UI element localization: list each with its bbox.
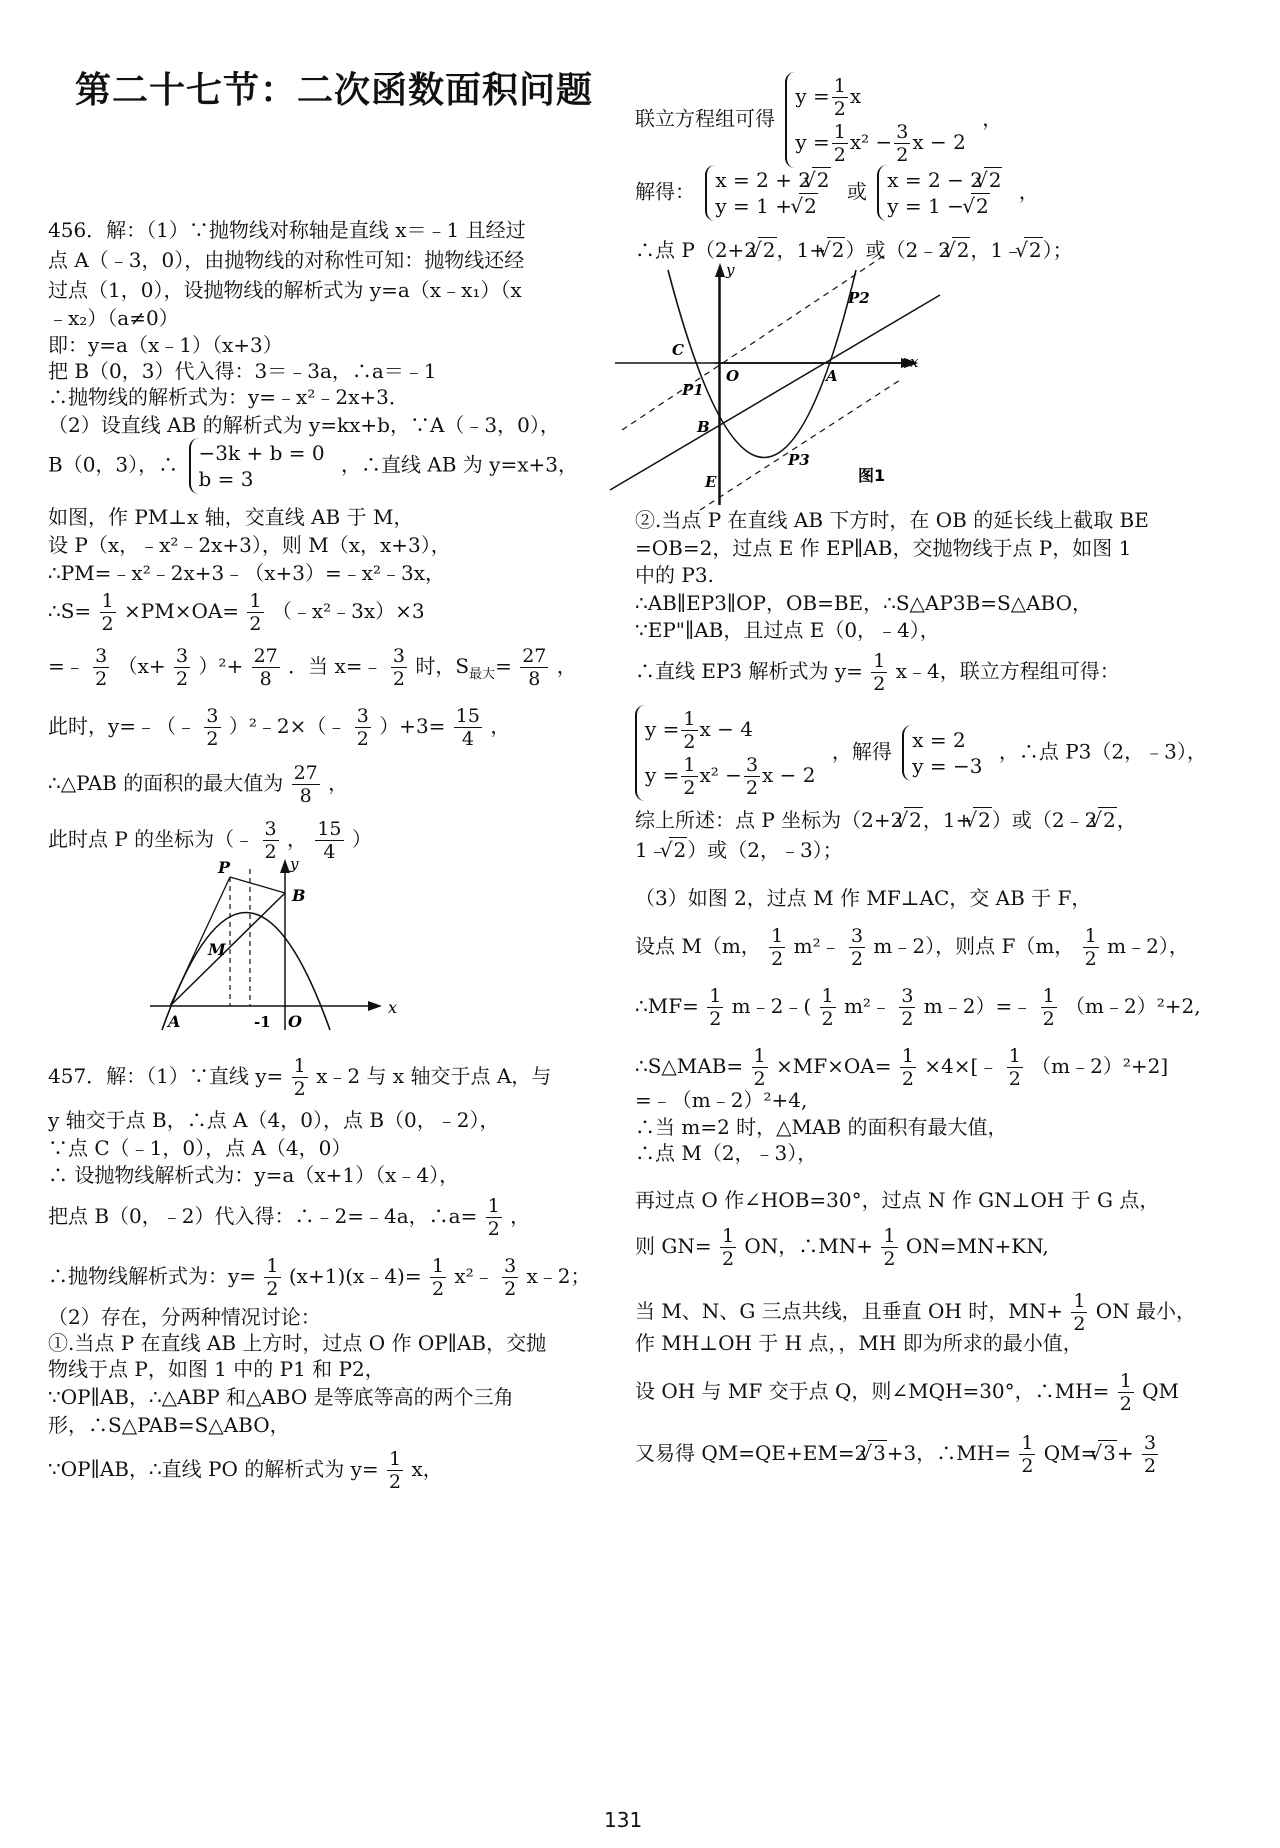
fraction: $\frac{27}{8}$ bbox=[522, 645, 547, 690]
text-line: ∴S= $\frac{1}{2}$ ×PM×OA= $\frac{1}{2}$ （﹣x²﹣3x）×3 bbox=[48, 590, 425, 635]
fraction: $\frac{27}{8}$ bbox=[253, 645, 278, 690]
fraction: $\frac{1}{2}$ bbox=[249, 590, 262, 635]
text-line: （2）设直线 AB 的解析式为 y=kx+b，∵A（﹣3，0）， bbox=[48, 413, 560, 437]
text-line: 设点 M（m， $\frac{1}{2}$ m²﹣ $\frac{3}{2}$ m﹣2），则点 F（m， $\frac{1}{2}$ m﹣2）， bbox=[635, 925, 1189, 970]
equation-system: y = $\frac{1}{2}$ x y = $\frac{1}{2}$ x² − $\frac{3}{2}$ x − 2 bbox=[785, 72, 972, 168]
text-line: ∴S△MAB= $\frac{1}{2}$ ×MF×OA= $\frac{1}{2}$ ×4×[﹣ $\frac{1}{2}$ （m﹣2）²+2] bbox=[635, 1045, 1169, 1090]
line-ep3 bbox=[700, 380, 900, 510]
equation-system: x = 2 − 2√ 2 y = 1 − √ 2 bbox=[877, 165, 1008, 221]
fraction: $\frac{1}{2}$ bbox=[293, 1055, 306, 1100]
text-line: =OB=2，过点 E 作 EP∥AB，交抛物线于点 P，如图 1 bbox=[635, 536, 1132, 560]
text-line: 当 M、N、G 三点共线，且垂直 OH 时，MN+ $\frac{1}{2}$ ON 最小， bbox=[635, 1290, 1197, 1335]
text-line: 综上所述：点 P 坐标为（2+2√ 2，1+√ 2）或（2﹣2√ 2， bbox=[635, 805, 1137, 835]
text-line: 把点 B（0，﹣2）代入得：∴﹣2=﹣4a，∴a= $\frac{1}{2}$ ， bbox=[48, 1195, 531, 1240]
figure-456-parabola bbox=[150, 855, 410, 1045]
fraction: $\frac{15}{4}$ bbox=[455, 705, 480, 750]
label-y: y bbox=[290, 855, 299, 873]
figure-1-drawing bbox=[600, 255, 1160, 520]
fraction: $\frac{1}{2}$ bbox=[389, 1448, 402, 1493]
figure-caption: 图1 bbox=[858, 466, 886, 485]
text-line: ∴△PAB 的面积的最大值为 $\frac{27}{8}$ ， bbox=[48, 762, 349, 807]
text-line: 物线于点 P，如图 1 中的 P1 和 P2， bbox=[48, 1357, 385, 1381]
text-line: 即：y=a（x﹣1）（x+3） bbox=[48, 333, 283, 357]
label-a: A bbox=[168, 1012, 181, 1031]
label-x: x bbox=[910, 353, 919, 371]
text-line: B（0，3），∴ −3k + b = 0 b = 3 ，∴直线 AB 为 y=x+3， bbox=[48, 438, 578, 494]
text-line: 过点（1，0），设抛物线的解析式为 y=a（x﹣x₁）（x bbox=[48, 278, 522, 302]
label-c: C bbox=[672, 341, 684, 359]
text-line: =﹣（m﹣2）²+4, bbox=[635, 1088, 808, 1112]
text-line: 1﹣√ 2）或（2，﹣3）； bbox=[635, 835, 843, 865]
page-title: 第二十七节：二次函数面积问题 bbox=[75, 70, 594, 111]
text-line: 解得： x = 2 + 2√ 2 y = 1 + √ 2 或 x = 2 − 2√ 2 y = 1 − √ 2 ， bbox=[635, 165, 1039, 221]
text-line: ∴直线 EP3 解析式为 y= $\frac{1}{2}$ x﹣4，联立方程组可得： bbox=[635, 650, 1120, 695]
line-op bbox=[622, 255, 885, 430]
fraction: $\frac{3}{2}$ bbox=[206, 705, 219, 750]
text-line: ∴ 设抛物线解析式为：y=a（x+1）（x﹣4）， bbox=[48, 1163, 460, 1187]
text-line: 形，∴S△PAB=S△ABO， bbox=[48, 1413, 290, 1437]
text-line: （3）如图 2，过点 M 作 MF⊥AC，交 AB 于 F， bbox=[635, 886, 1092, 910]
label-y: y bbox=[726, 261, 735, 279]
page-number: 131 bbox=[604, 1808, 643, 1832]
text-line: 此时点 P 的坐标为（﹣ $\frac{3}{2}$ ， $\frac{15}{4}$ ） bbox=[48, 818, 372, 863]
fraction: $\frac{27}{8}$ bbox=[293, 762, 318, 807]
text-line: ∴AB∥EP3∥OP，OB=BE，∴S△AP3B=S△ABO， bbox=[635, 591, 1093, 615]
equation-system: y = $\frac{1}{2}$ x − 4 y = $\frac{1}{2}$ x² − $\frac{3}{2}$ x − 2 bbox=[635, 705, 822, 801]
y-axis-arrow bbox=[715, 263, 725, 277]
fraction: $\frac{1}{2}$ bbox=[431, 1255, 445, 1300]
text-line: 把 B（0，3）代入得：3＝﹣3a，∴a＝﹣1 bbox=[48, 359, 437, 383]
text-line: 点 A（﹣3，0），由抛物线的对称性可知：抛物线还经 bbox=[48, 248, 525, 272]
label-p2: P2 bbox=[848, 289, 870, 307]
x-axis-arrow bbox=[368, 1001, 382, 1011]
label-minus-one: -1 bbox=[254, 1013, 271, 1031]
text-line: 再过点 O 作∠HOB=30°，过点 N 作 GN⊥OH 于 G 点， bbox=[635, 1188, 1160, 1212]
text-line: ∵OP∥AB，∴△ABP 和△ABO 是等底等高的两个三角 bbox=[48, 1385, 514, 1409]
text-line: =﹣ $\frac{3}{2}$ （x+ $\frac{3}{2}$ ）²+ $\frac{27}{8}$ ．当 x=﹣ $\frac{3}{2}$ 时，$S_{最大}=$ $\frac{27}{8}$ ， bbox=[48, 645, 577, 690]
label-e: E bbox=[705, 473, 717, 491]
text-line: ∵OP∥AB，∴直线 PO 的解析式为 y= $\frac{1}{2}$ x， bbox=[48, 1448, 443, 1493]
text-line: ∴PM=﹣x²﹣2x+3﹣（x+3）=﹣x²﹣3x， bbox=[48, 561, 446, 585]
label-x: x bbox=[388, 998, 398, 1017]
y-axis-arrow bbox=[280, 859, 290, 873]
equation-system: x = 2 y = −3 bbox=[902, 725, 988, 781]
text-line: ∴抛物线解析式为：y= $\frac{1}{2}$ (x+1)(x﹣4)= $\frac{1}{2}$ x²﹣ $\frac{3}{2}$ x﹣2； bbox=[48, 1255, 591, 1300]
fraction: $\frac{3}{2}$ bbox=[175, 645, 189, 690]
line-ab bbox=[170, 893, 285, 1006]
text-line: ②.当点 P 在直线 AB 下方时，在 OB 的延长线上截取 BE bbox=[635, 508, 1149, 532]
text-line: 又易得 QM=QE+EM=2√ 3+3，∴MH= $\frac{1}{2}$ QM=√ 3+ $\frac{3}{2}$ bbox=[635, 1432, 1160, 1477]
text-line: y 轴交于点 B，∴点 A（4，0），点 B（0，﹣2）， bbox=[48, 1108, 500, 1132]
text-line: 作 MH⊥OH 于 H 点，，MH 即为所求的最小值， bbox=[635, 1331, 1083, 1355]
fraction: $\frac{1}{2}$ bbox=[266, 1255, 279, 1300]
label-m: M bbox=[208, 940, 226, 959]
label-p1: P1 bbox=[682, 381, 704, 399]
fraction: $\frac{3}{2}$ bbox=[504, 1255, 517, 1300]
fraction: $\frac{3}{2}$ bbox=[392, 645, 405, 690]
parabola bbox=[162, 913, 330, 1031]
text-line: ∴点 P（2+2√ 2，1+√ 2）或（2﹣2√ 2，1﹣√ 2）； bbox=[635, 235, 1073, 265]
fraction: $\frac{15}{4}$ bbox=[317, 818, 342, 863]
fraction: $\frac{1}{2}$ bbox=[873, 650, 886, 695]
text-line: y = $\frac{1}{2}$ x − 4 y = $\frac{1}{2}$ x² − $\frac{3}{2}$ x − 2 ，解得 x = 2 y = −3 ，∴点 P3（2，﹣3）， bbox=[635, 705, 1207, 801]
text-line: （2）存在，分两种情况讨论： bbox=[48, 1305, 321, 1329]
text-line: ∴当 m=2 时，△MAB 的面积有最大值， bbox=[635, 1115, 1008, 1139]
label-b: B bbox=[292, 886, 306, 905]
text-line: ∴MF= $\frac{1}{2}$ m﹣2﹣( $\frac{1}{2}$ m²﹣ $\frac{3}{2}$ m﹣2）=﹣ $\frac{1}{2}$ （m﹣2）²+2, bbox=[635, 985, 1201, 1030]
segment-pb bbox=[230, 877, 285, 893]
text-line: 设 P（x，﹣x²﹣2x+3），则 M（x，x+3）， bbox=[48, 533, 451, 557]
fraction: $\frac{3}{2}$ bbox=[95, 645, 108, 690]
label-a: A bbox=[826, 367, 838, 385]
text-line: ﹣x₂）（a≠0） bbox=[48, 306, 179, 330]
text-line: 457．解：（1）∵直线 y= $\frac{1}{2}$ x﹣2 与 x 轴交于点 A，与 bbox=[48, 1055, 552, 1100]
fraction: $\frac{3}{2}$ bbox=[264, 818, 277, 863]
text-line: 则 GN= $\frac{1}{2}$ ON，∴MN+ $\frac{1}{2}$ ON=MN+KN, bbox=[635, 1225, 1049, 1270]
equation-system: x = 2 + 2√ 2 y = 1 + √ 2 bbox=[705, 165, 836, 221]
fraction: $\frac{3}{2}$ bbox=[356, 705, 369, 750]
text-line: ∵EP"∥AB，且过点 E（0，﹣4）， bbox=[635, 618, 940, 642]
text-line: ∵点 C（﹣1，0），点 A（4，0） bbox=[48, 1136, 352, 1160]
fraction: $\frac{1}{2}$ bbox=[487, 1195, 500, 1240]
text-line: ∴抛物线的解析式为：y=﹣x²﹣2x+3． bbox=[48, 385, 409, 409]
text-line: 此时，y=﹣（﹣ $\frac{3}{2}$ ）²﹣2×（﹣ $\frac{3}{2}$ ）+3= $\frac{15}{4}$ ， bbox=[48, 705, 511, 750]
label-o: O bbox=[288, 1012, 302, 1031]
label-o: O bbox=[726, 367, 740, 385]
label-b: B bbox=[697, 418, 710, 436]
text-line: 中的 P3. bbox=[635, 563, 714, 587]
text-line: 456．解：（1）∵抛物线对称轴是直线 x＝﹣1 且经过 bbox=[48, 218, 526, 242]
fraction: $\frac{1}{2}$ bbox=[101, 590, 114, 635]
text-line: ①.当点 P 在直线 AB 上方时，过点 O 作 OP∥AB，交抛 bbox=[48, 1331, 547, 1355]
text-line: 如图，作 PM⊥x 轴，交直线 AB 于 M， bbox=[48, 505, 414, 529]
text-line: 联立方程组可得 y = $\frac{1}{2}$ x y = $\frac{1}{2}$ x² − $\frac{3}{2}$ x − 2 ， bbox=[635, 72, 1002, 168]
label-p3: P3 bbox=[788, 451, 810, 469]
equation-system: −3k + b = 0 b = 3 bbox=[189, 438, 331, 494]
label-p: P bbox=[218, 858, 231, 877]
text-line: 设 OH 与 MF 交于点 Q，则∠MQH=30°，∴MH= $\frac{1}{2}$ QM bbox=[635, 1370, 1180, 1415]
text-line: ∴点 M（2，﹣3）， bbox=[635, 1141, 818, 1165]
